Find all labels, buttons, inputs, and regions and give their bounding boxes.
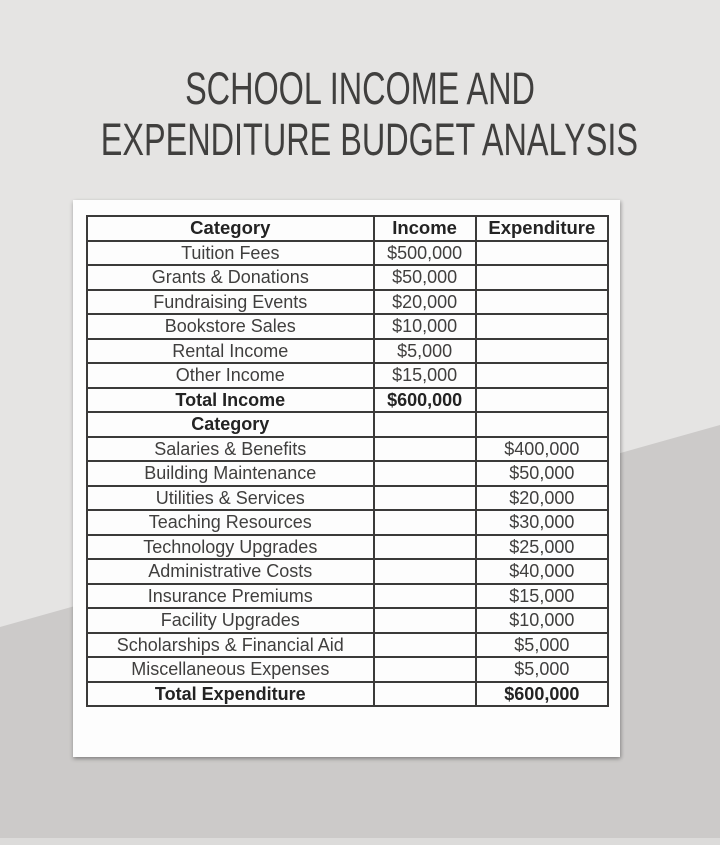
category-cell: Building Maintenance [87, 461, 374, 486]
income-cell [374, 657, 476, 682]
header-cell-expenditure: Expenditure [476, 216, 608, 241]
expenditure-cell: $5,000 [476, 657, 608, 682]
expenditure-cell [476, 412, 608, 437]
income-cell [374, 559, 476, 584]
expenditure-cell: $600,000 [476, 682, 608, 707]
category-cell: Total Income [87, 388, 374, 413]
expenditure-cell [476, 339, 608, 364]
income-cell: $600,000 [374, 388, 476, 413]
table-row [87, 486, 608, 511]
income-cell [374, 486, 476, 511]
budget-table-body [87, 241, 608, 707]
income-cell: $10,000 [374, 314, 476, 339]
expenditure-cell: $25,000 [476, 535, 608, 560]
table-row [87, 559, 608, 584]
income-cell [374, 633, 476, 658]
income-cell [374, 608, 476, 633]
expenditure-cell: $5,000 [476, 633, 608, 658]
category-cell: Tuition Fees [87, 241, 374, 266]
expenditure-cell: $30,000 [476, 510, 608, 535]
table-row [87, 314, 608, 339]
category-cell: Insurance Premiums [87, 584, 374, 609]
page-title-line-1: SCHOOL INCOME AND [185, 63, 535, 114]
table-row [87, 241, 608, 266]
income-cell [374, 584, 476, 609]
budget-table [86, 215, 609, 707]
category-cell: Bookstore Sales [87, 314, 374, 339]
table-row [87, 388, 608, 413]
page-title [0, 63, 720, 165]
expenditure-cell [476, 290, 608, 315]
expenditure-cell: $20,000 [476, 486, 608, 511]
income-cell: $50,000 [374, 265, 476, 290]
income-cell: $20,000 [374, 290, 476, 315]
category-cell: Fundraising Events [87, 290, 374, 315]
category-cell: Grants & Donations [87, 265, 374, 290]
expenditure-cell: $40,000 [476, 559, 608, 584]
income-cell [374, 412, 476, 437]
category-cell: Administrative Costs [87, 559, 374, 584]
category-cell: Total Expenditure [87, 682, 374, 707]
table-row [87, 510, 608, 535]
budget-card [73, 200, 620, 757]
expenditure-cell [476, 265, 608, 290]
table-row [87, 584, 608, 609]
table-row [87, 633, 608, 658]
category-cell: Salaries & Benefits [87, 437, 374, 462]
income-cell [374, 535, 476, 560]
income-cell: $500,000 [374, 241, 476, 266]
income-cell: $5,000 [374, 339, 476, 364]
expenditure-cell [476, 241, 608, 266]
expenditure-cell: $50,000 [476, 461, 608, 486]
table-row [87, 461, 608, 486]
table-row [87, 412, 608, 437]
category-cell: Utilities & Services [87, 486, 374, 511]
table-row [87, 608, 608, 633]
income-cell [374, 510, 476, 535]
table-row [87, 657, 608, 682]
expenditure-cell: $400,000 [476, 437, 608, 462]
expenditure-cell [476, 314, 608, 339]
page-title-line-2: EXPENDITURE BUDGET ANALYSIS [100, 114, 638, 165]
header-cell-income: Income [374, 216, 476, 241]
table-row [87, 265, 608, 290]
expenditure-cell [476, 363, 608, 388]
table-row [87, 339, 608, 364]
table-row [87, 290, 608, 315]
table-row [87, 682, 608, 707]
income-cell [374, 461, 476, 486]
category-cell: Technology Upgrades [87, 535, 374, 560]
expenditure-cell: $10,000 [476, 608, 608, 633]
category-cell: Teaching Resources [87, 510, 374, 535]
category-cell: Facility Upgrades [87, 608, 374, 633]
table-row [87, 437, 608, 462]
table-header-row [87, 216, 608, 241]
category-cell: Rental Income [87, 339, 374, 364]
expenditure-cell: $15,000 [476, 584, 608, 609]
expenditure-cell [476, 388, 608, 413]
category-cell: Other Income [87, 363, 374, 388]
background-bottom-strip [0, 838, 720, 845]
income-cell: $15,000 [374, 363, 476, 388]
header-cell-category: Category [87, 216, 374, 241]
category-cell: Miscellaneous Expenses [87, 657, 374, 682]
category-cell: Category [87, 412, 374, 437]
table-row [87, 363, 608, 388]
income-cell [374, 682, 476, 707]
category-cell: Scholarships & Financial Aid [87, 633, 374, 658]
income-cell [374, 437, 476, 462]
table-row [87, 535, 608, 560]
